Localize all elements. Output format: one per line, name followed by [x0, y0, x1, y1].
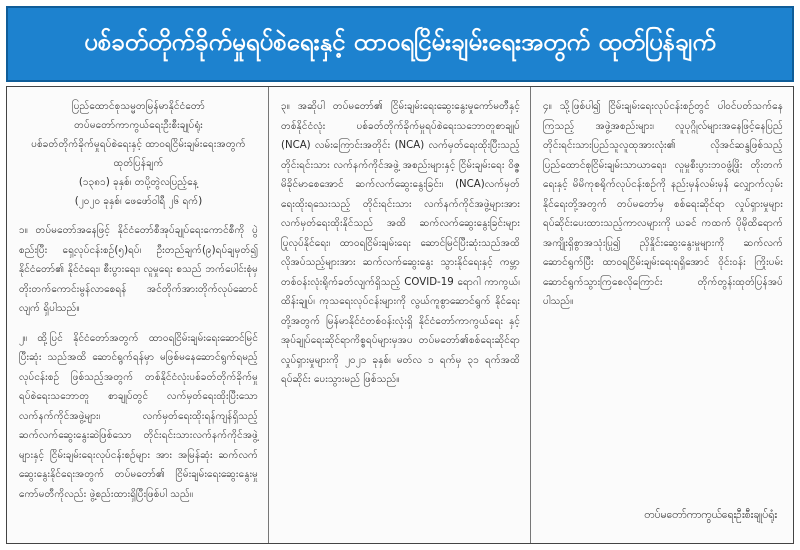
paragraph-4: ၄။ သို့ဖြစ်ပါ၍ ငြိမ်းချမ်းရေးလုပ်ငန်းစဉ်တွင် ပါဝင်ပတ်သက်နေ ကြသည့် အဖွဲ့အစည်းများ၊ လူပုဂ္ဂိုလ်များအနေဖြင့်နေပြည် တိုင်းရင်းသားပြည်သူလူထုအားလုံး၏ လိုအင်ဆန္ဒဖြစ်သည့် ပြည်ထောင်စုငြိမ်းချမ်းသာယာရေး၊ လူမှုစီးပွားဘဝဖွံ့ဖြိုး တိုးတက်ရေးနှင့် မိမိကုစရိုက်လုပ်ငန်းစဉ်ကို နည်းမှန်လမ်းမှန် လျှောက်လှမ်းနိုင်ရေးတို့အတွက် တပ်မတော်မှ စစ်ရေးဆိုင်ရာ လှုပ်ရှားမှုများ ရပ်ဆိုင်းပေးထားသည့်ကာလများကို ယခင် ကထက် ပိုမိုထိရောက်အကျိုးရှိစွာအသုံးပြု၍ ညှိနှိုင်းဆွေးနွေးမှုများကို ဆက်လက်ဆောင်ရွက်ပြီး ထာဝရငြိမ်းချမ်းရေးရရှိအောင် ဝိုင်းဝန်း ကြိုးပမ်းဆောင်ရွက်သွားကြစေလိုကြောင်း တိုက်တွန်းထုတ်ပြန်အပ် ပါသည်။ [543, 101, 783, 307]
announcement-body [6, 86, 794, 544]
date-gregorian: (၂၀၂၀ ခုနှစ်၊ ဖေဖော်ဝါရီ ၂၆ ရက်) [74, 196, 203, 207]
header-line-1: ပြည်ထောင်စုသမ္မတမြန်မာနိုင်ငံတော် [72, 101, 205, 112]
paragraph-1: ၁။ တပ်မတော်အနေဖြင့် နိုင်ငံတော်စီအုပ်ချုပ်ရေးကောင်စီကို ပွဲ စည်းပြီး ရှေ့လုပ်ငန်းစဉ်(၅)ရပ်၊ ဦးတည်ချက်(၉)ရပ်ချမှတ်၍ နိုင်ငံတော်၏ နိုင်ငံရေး၊ စီးပွားရေး၊ လူမှုရေး စသည် ဘက်ပေါင်းစုံမှ တိုးတက်ကောင်းမွန်လာစေရန် အင်တိုက်အားတိုက်လုပ်ဆောင်လျက် ရှိပါသည်။ [19, 225, 258, 314]
header-line-2: တပ်မတော်ကာကွယ်ရေးဦးစီးချုပ်ရုံး [74, 120, 203, 131]
header-line-3: ပစ်ခတ်တိုက်ခိုက်မှုရပ်စဲရေးနှင့် ထာဝရငြိမ်းချမ်းရေးအတွက် [31, 139, 246, 150]
header-line-4: ထုတ်ပြန်ချက် [113, 158, 164, 169]
paragraph-3: ၃။ အဆိုပါ တပ်မတော်၏ ငြိမ်းချမ်းရေးဆွေးနွေးမှုကော်မတီနှင့် တစ်နိုင်ငံလုံး ပစ်ခတ်တိုက်ခိုက်မှုရပ်စဲရေးသဘောတူစာချုပ် (NCA) လမ်းကြောင်းအတိုင်း (NCA) လက်မှတ်ရေးထိုးပြီးသည့် တိုင်းရင်းသား လက်နက်ကိုင်အဖွဲ့ အစည်းများနှင့် ငြိမ်းချမ်းရေး ဝိဇ္ဇမိခိုင်မာစေအောင် ဆက်လက်ဆွေးနွေးခြင်း၊ (NCA)လက်မှတ်ရေးထိုးရသေးသည့် တိုင်းရင်းသား လက်နက်ကိုင်အဖွဲ့များအား လက်မှတ်ရေးထိုးနိုင်သည် အထိ ဆက်လက်ဆွေးနွေးခြင်းများပြုလုပ်နိုင်ရေး၊ ထာဝရငြိမ်းချမ်းရေး ဆောင်မြင်ပြီးဆုံးသည်အထိ လိုအပ်သည့်များအား ဆက်လက်ဆွေးနွေး သွားနိုင်ရေးနှင့် ကမ္ဘာတစ်ဝန်းလုံးရိုက်ခတ်လျက်ရှိသည့် COVID-19 ရောဂါ ကာကွယ်၊ ထိန်းချုပ်၊ ကုသရေးလုပ်ငန်းများကို လွယ်ကူစွာဆောင်ရွက် နိုင်ရေးတို့အတွက် မြန်မာနိုင်ငံတစ်ဝန်းလုံးရှိ နိုင်ငံတော်ကာကွယ်ရေး နှင့် အုပ်ချုပ်ရေးဆိုင်ရာကိစ္စရပ်များမှအပ တပ်မတော်၏စစ်ရေးဆိုင်ရာ လှုပ်ရှားမှုများကို ၂၀၂၁ ခုနှစ်၊ မတ်လ ၁ ရက်မှ ၃၁ ရက်အထိ ရပ်ဆိုင်း ပေးသွားမည် ဖြစ်သည်။ [281, 101, 520, 385]
paragraph-2: ၂။ ထို့ပြင် နိုင်ငံတော်အတွက် ထာဝရငြိမ်းချမ်းရေးဆောင်မြင်ပြီးဆုံး သည်အထိ ဆောင်ရွက်ရန်မှာ မဖြစ်မနေဆောင်ရွက်ရမည့် လုပ်ငန်းစဉ် ဖြစ်သည့်အတွက် တစ်နိုင်ငံလုံးပစ်ခတ်တိုက်ခိုက်မှုရပ်စဲရေးသဘောတူ စာချုပ်တွင် လက်မှတ်ရေးထိုးပြီးသော လက်နက်ကိုင်အဖွဲ့များ၊ လက်မှတ်ရေးထိုးရန်ကျန်ရှိသည့် ဆက်လက်ဆွေးနွေးဆဲဖြစ်သော တိုင်းရင်းသားလက်နက်ကိုင်အဖွဲ့များနှင့် ငြိမ်းချမ်းရေးလုပ်ငန်းစဉ်များ အား အမြန်ဆုံး ဆက်လက်ဆွေးနွေးနိုင်ရေးအတွက် တပ်မတော်၏ ငြိမ်းချမ်းရေးဆွေးနွေးမှုကော်မတီကိုလည်း ဖွဲ့စည်းထားရှိပြီးဖြစ်ပါ သည်။ [19, 332, 258, 500]
signature: တပ်မတော်ကာကွယ်ရေးဦးစီးချုပ်ရုံး [644, 508, 777, 521]
column-2 [269, 87, 531, 543]
column-3 [531, 87, 793, 543]
document-header [19, 97, 258, 211]
date-myanmar: (၁၃၈၁) ခုနှစ်၊ တပို့တွဲလပြည့်နေ့ [78, 177, 199, 188]
banner-title: ပစ်ခတ်တိုက်ခိုက်မှုရပ်စဲရေးနှင့် ထာဝရငြိမ်းချမ်းရေးအတွက် ထုတ်ပြန်ချက် [84, 28, 716, 56]
title-banner [6, 6, 794, 82]
column-1 [7, 87, 269, 543]
